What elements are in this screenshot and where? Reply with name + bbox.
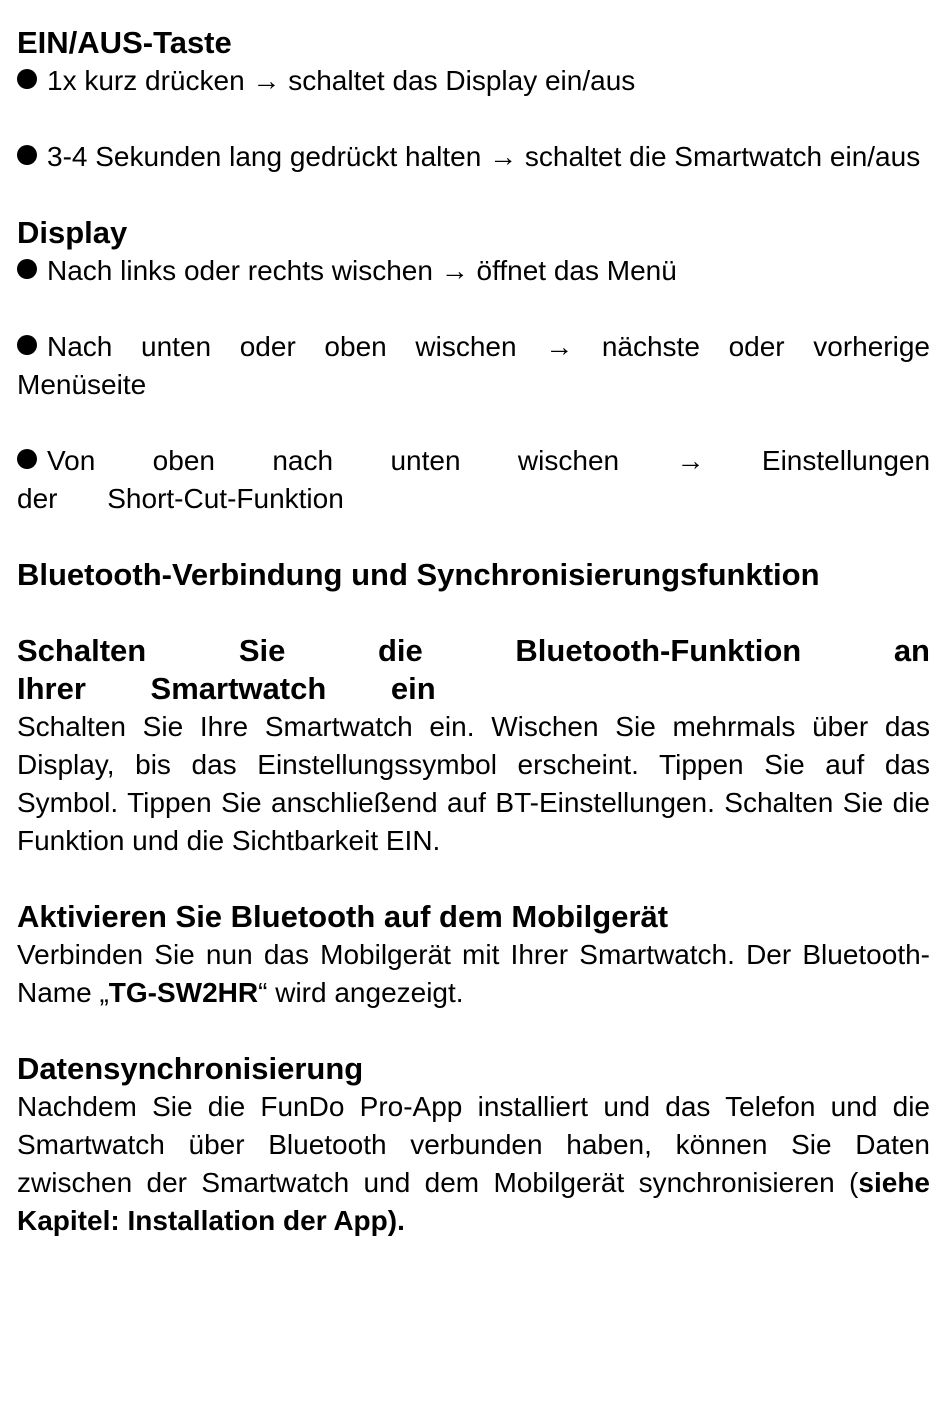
bullet-display-swipe-sideways (17, 252, 930, 290)
bullet-action: 1x kurz drücken (47, 65, 245, 96)
arrow-right-icon: → (252, 65, 281, 96)
heading-mobile-bluetooth: Aktivieren Sie Bluetooth auf dem Mobilgerät (17, 899, 669, 934)
bullet-result: Einstellungen der Short-Cut-Funktion (17, 445, 931, 514)
bullet-result: öffnet das Menü (476, 255, 677, 286)
bullet-power-short-press (17, 62, 930, 100)
bullet-action: Nach unten oder oben wischen (47, 331, 517, 362)
manual-page (17, 24, 930, 1240)
bullet-result: schaltet die Smartwatch ein/aus (524, 141, 921, 172)
bullet-dot-icon (17, 259, 37, 279)
paragraph-text: Verbinden Sie nun das Mobilgerät mit Ihrer Smartwatch. Der Bluetooth-Name „ (17, 939, 930, 1008)
paragraph-sync (17, 1088, 930, 1240)
arrow-right-icon: → (676, 445, 705, 476)
paragraph-watch-bluetooth: Schalten Sie Ihre Smartwatch ein. Wischen Sie mehrmals über das Display, bis das Einstellungssymbol erscheint. Tippen Sie auf das Symbol. Tippen Sie anschließend auf BT-Einstellungen. Schalten Sie die Funktion und die Sichtbarkeit EIN. (17, 711, 930, 856)
bullet-action: Nach links oder rechts wischen (47, 255, 433, 286)
bullet-action: 3-4 Sekunden lang gedrückt halten (47, 141, 482, 172)
chapter-reference: siehe Kapitel: Installation der App). (17, 1167, 930, 1236)
bullet-dot-icon (17, 449, 37, 469)
arrow-right-icon: → (545, 331, 574, 362)
bullet-display-swipe-vertical (17, 328, 930, 404)
paragraph-mobile-bluetooth (17, 936, 930, 1012)
bullet-action: Von oben nach unten wischen (47, 445, 620, 476)
bullet-display-swipe-down (17, 442, 930, 518)
heading-power-button: EIN/AUS-Taste (17, 25, 232, 60)
bullet-power-long-press (17, 138, 930, 176)
bullet-result: nächste oder vorherige Menüseite (17, 331, 930, 400)
bullet-dot-icon (17, 69, 37, 89)
arrow-right-icon: → (489, 141, 518, 172)
arrow-right-icon: → (440, 255, 469, 286)
paragraph-text: Nachdem Sie die FunDo Pro-App installiert und das Telefon und die Smartwatch über Bluetooth verbunden haben, können Sie Daten zwischen der Smartwatch und dem Mobilgerät synchronisieren ( (17, 1091, 930, 1198)
heading-bluetooth: Bluetooth-Verbindung und Synchronisierungsfunktion (17, 557, 820, 592)
heading-watch-bluetooth: Schalten Sie die Bluetooth-Funktion an Ihrer Smartwatch ein (17, 633, 930, 706)
device-name: TG-SW2HR (108, 977, 259, 1008)
bullet-dot-icon (17, 335, 37, 355)
paragraph-text: “ wird angezeigt. (258, 977, 464, 1008)
heading-display: Display (17, 215, 128, 250)
bullet-result: schaltet das Display ein/aus (288, 65, 636, 96)
bullet-dot-icon (17, 145, 37, 165)
heading-sync: Datensynchronisierung (17, 1051, 364, 1086)
